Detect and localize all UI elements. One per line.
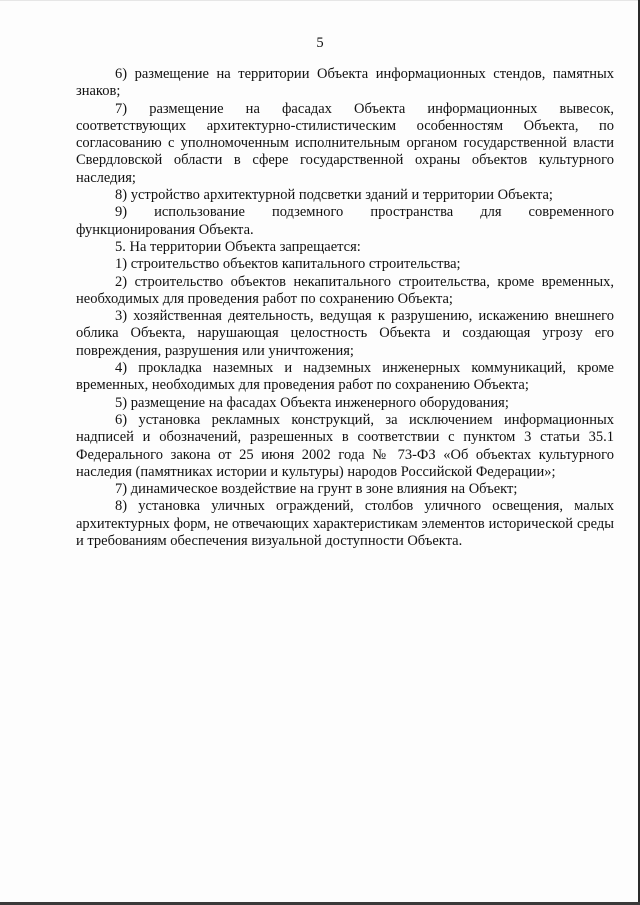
paragraph-item-8-lighting: 8) устройство архитектурной подсветки зданий и территории Объекта; <box>115 187 553 204</box>
paragraph-prohibited-2: 2) строительство объектов некапитального строительства, кроме временных, необходимых для проведения работ по сохранению Объекта; <box>76 273 614 307</box>
paragraph-prohibited-1: 1) строительство объектов капитального строительства; <box>115 256 461 273</box>
paragraph-prohibited-5: 5) размещение на фасадах Объекта инженерного оборудования; <box>115 394 509 411</box>
paragraph-prohibited-7: 7) динамическое воздействие на грунт в зоне влияния на Объект; <box>115 481 518 498</box>
paragraph-item-9-underground: 9) использование подземного пространства для современного функционирования Объекта. <box>76 204 614 238</box>
paragraph-prohibited-4: 4) прокладка наземных и надземных инженерных коммуникаций, кроме временных, необходимых для проведения работ по сохранению Объекта; <box>76 360 614 394</box>
section-heading-prohibited: 5. На территории Объекта запрещается: <box>115 238 361 255</box>
paragraph-prohibited-3: 3) хозяйственная деятельность, ведущая к разрушению, искажению внешнего облика Объекта, нарушающая целостность Объекта и создающая угрозу его повреждения, разрушения или уничтожения; <box>76 308 614 359</box>
page-number: 5 <box>316 35 324 51</box>
paragraph-item-7-signboards: 7) размещение на фасадах Объекта информационных вывесок, соответствующих архитектурно-стилистическим особенностям Объекта, по согласованию с уполномоченным исполнительным органом государственной власти Свердловской области в сфере государственной охраны объектов культурного наследия; <box>76 100 614 186</box>
scan-edge-top <box>0 0 640 1</box>
document-body <box>76 66 614 550</box>
paragraph-item-6-info-stands: 6) размещение на территории Объекта информационных стендов, памятных знаков; <box>76 66 614 100</box>
paragraph-prohibited-8: 8) установка уличных ограждений, столбов уличного освещения, малых архитектурных форм, не отвечающих характеристикам элементов исторической среды и требованиям обеспечения визуальной доступности Объекта. <box>76 498 614 550</box>
paragraph-prohibited-6: 6) установка рекламных конструкций, за исключением информационных надписей и обозначений, разрешенных в соответствии с пунктом 3 статьи 35.1 Федерального закона от 25 июня 2002 года № 73-ФЗ «Об объектах культурного наследия (памятниках истории и культуры) народов Российской Федерации»; <box>76 411 614 480</box>
